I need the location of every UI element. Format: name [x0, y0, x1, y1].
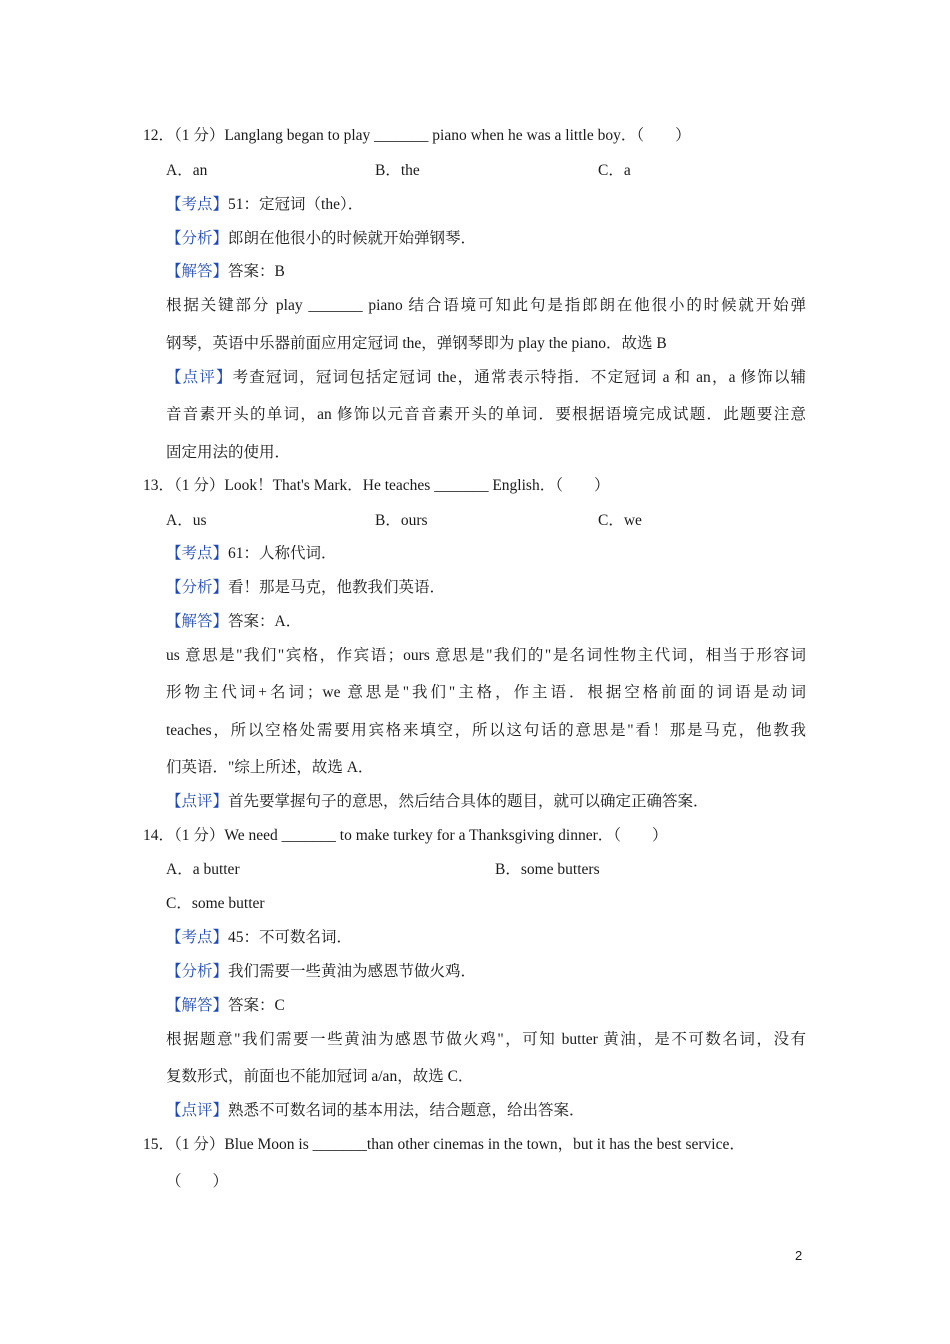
page-number: 2: [795, 1248, 803, 1263]
q12-explain-line-1: 根据关键部分 play _______ piano 结合语境可知此句是指郎朗在他很小的时候就开始弹: [166, 297, 806, 314]
q12-option-a: A．an: [166, 162, 208, 179]
q13-explain-line-3: teaches，所以空格处需要用宾格来填空，所以这句话的意思是"看！那是马克，他教我: [166, 722, 806, 739]
q14-fenxi-text: 我们需要一些黄油为感恩节做火鸡．: [228, 963, 477, 980]
q13-explain-line-4: 们英语．"综上所述，故选 A．: [166, 759, 374, 776]
q14-explain-line-2: 复数形式，前面也不能加冠词 a/an，故选 C．: [166, 1068, 474, 1085]
kaodian-tag: 【考点】: [166, 196, 229, 213]
q13-fenxi: [166, 578, 445, 598]
dianping-tag: 【点评】: [166, 1102, 229, 1119]
q14-dianping-text: 熟悉不可数名词的基本用法，结合题意，给出答案．: [228, 1102, 585, 1119]
q12-explain-line-2: 钢琴，英语中乐器前面应用定冠词 the，弹钢琴即为 play the piano．故选 B: [166, 335, 667, 352]
fenxi-tag: 【分析】: [166, 579, 229, 596]
question-14-stem: 14．（1 分）We need _______ to make turkey for a Thanksgiving dinner．（ ）: [143, 827, 668, 844]
q12-dianping-text-1: 考查冠词，冠词包括定冠词 the，通常表示特指．不定冠词 a 和 an，a 修饰以辅: [232, 369, 806, 386]
q14-jieda-text: 答案：C: [228, 997, 285, 1014]
q14-option-a: A．a butter: [166, 861, 240, 878]
q12-option-b: B．the: [375, 162, 420, 179]
q13-fenxi-text: 看！那是马克，他教我们英语．: [228, 579, 446, 596]
q13-kaodian: [166, 544, 337, 564]
q13-explain-line-1: us 意思是"我们"宾格，作宾语；ours 意思是"我们的"是名词性物主代词，相当于形容词: [166, 647, 806, 664]
q15-answer-parentheses: （ ）: [166, 1173, 229, 1190]
q14-jieda: [166, 996, 285, 1016]
dianping-tag: 【点评】: [166, 369, 233, 386]
q14-option-b: B．some butters: [495, 861, 600, 878]
q13-option-c: C．we: [598, 512, 642, 529]
q14-kaodian: [166, 928, 352, 948]
q12-fenxi-text: 郎朗在他很小的时候就开始弹钢琴．: [228, 230, 477, 247]
q12-dianping-line-1: [166, 368, 806, 388]
q12-jieda: [166, 262, 285, 282]
q13-option-b: B．ours: [375, 512, 428, 529]
q12-dianping-line-2: 音音素开头的单词，an 修饰以元音音素开头的单词．要根据语境完成试题．此题要注意: [166, 406, 806, 423]
question-12-stem: 12．（1 分）Langlang began to play _______ piano when he was a little boy．（ ）: [143, 127, 691, 144]
q13-dianping-text: 首先要掌握句子的意思，然后结合具体的题目，就可以确定正确答案．: [228, 793, 709, 810]
q13-jieda: [166, 612, 301, 632]
fenxi-tag: 【分析】: [166, 963, 229, 980]
q12-kaodian: [166, 195, 363, 215]
q14-dianping: [166, 1101, 585, 1121]
q12-option-c: C．a: [598, 162, 631, 179]
dianping-tag: 【点评】: [166, 793, 229, 810]
q13-kaodian-text: 61：人称代词．: [228, 545, 337, 562]
q12-fenxi: [166, 229, 476, 249]
q13-jieda-text: 答案：A．: [228, 613, 302, 630]
kaodian-tag: 【考点】: [166, 929, 229, 946]
q14-fenxi: [166, 962, 476, 982]
fenxi-tag: 【分析】: [166, 230, 229, 247]
q14-kaodian-text: 45：不可数名词．: [228, 929, 353, 946]
jieda-tag: 【解答】: [166, 613, 229, 630]
q13-explain-line-2: 形物主代词+名词；we 意思是"我们"主格，作主语．根据空格前面的词语是动词: [166, 684, 806, 701]
q14-explain-line-1: 根据题意"我们需要一些黄油为感恩节做火鸡"，可知 butter 黄油，是不可数名词，没有: [166, 1031, 806, 1048]
q14-option-c: C．some butter: [166, 895, 265, 912]
question-13-stem: 13．（1 分）Look！That's Mark．He teaches _______ English．（ ）: [143, 477, 610, 494]
kaodian-tag: 【考点】: [166, 545, 229, 562]
q12-jieda-text: 答案：B: [228, 263, 285, 280]
q13-option-a: A．us: [166, 512, 207, 529]
q12-dianping-line-3: 固定用法的使用．: [166, 444, 291, 461]
q13-dianping: [166, 792, 709, 812]
jieda-tag: 【解答】: [166, 263, 229, 280]
question-15-stem: 15．（1 分）Blue Moon is _______than other cinemas in the town，but it has the best service．: [143, 1136, 745, 1153]
q12-kaodian-text: 51：定冠词（the）．: [228, 196, 364, 213]
jieda-tag: 【解答】: [166, 997, 229, 1014]
